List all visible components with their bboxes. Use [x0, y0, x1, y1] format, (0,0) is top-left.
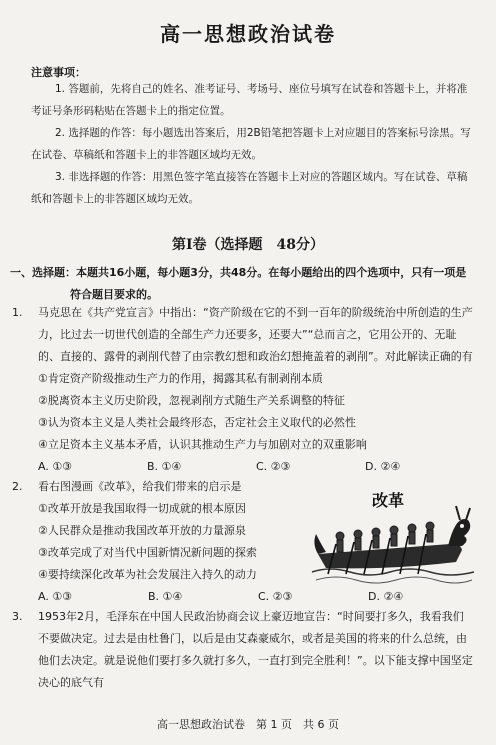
- question-option: ③改革完成了对当代中国新情况新问题的探索: [38, 546, 257, 559]
- question-stem: 看右图漫画《改革》，给我们带来的启示是: [38, 480, 242, 493]
- page-footer: 高一思想政治试卷 第 1 页 共 6 页: [157, 718, 339, 731]
- question-stem: 马克思在《共产党宣言》中指出：“资产阶级在它的不到一百年的阶级统治中所创造的生产力，比过去一切世代创造的全部生产力还要多，还要大”“总而言之，它用公开的、无耻的、直接的、露骨的剥削代替了由宗教幻想和政治幻想掩盖着的剥削”。对此解读正确的有: [38, 306, 473, 363]
- answer-choices: [38, 586, 478, 608]
- choice-c: C. ②③: [256, 460, 291, 473]
- notice-item: 1. 答题前，先将自己的姓名、准考证号、考场号、座位号填写在试卷和答题卡上，并将准考证号条形码粘贴在答题卡上的指定位置。: [31, 83, 468, 117]
- comic-caption: 改革: [372, 491, 405, 510]
- choice-d: D. ②④: [365, 460, 401, 473]
- question-option: ②脱离资本主义历史阶段，忽视剥削方式随生产关系调整的特征: [38, 394, 345, 407]
- question-number: 3.: [12, 610, 23, 623]
- reform-comic-image: [310, 484, 476, 586]
- question-option: ④要持续深化改革为社会发展注入持久的动力: [38, 568, 257, 581]
- question-option: ①肯定资产阶级推动生产力的作用，揭露其私有制剥削本质: [38, 372, 323, 385]
- answer-choices: [38, 456, 474, 478]
- part-instructions: [10, 262, 480, 306]
- page-title: 高一思想政治试卷: [160, 22, 336, 46]
- choice-b: B. ①④: [147, 460, 182, 473]
- choice-c: C. ②③: [258, 590, 293, 603]
- question-number: 1.: [12, 306, 23, 319]
- section-title: 第Ⅰ卷（选择题 48分）: [171, 237, 325, 253]
- question-1: [12, 302, 474, 478]
- notice-item: 3. 非选择题的作答：用黑色签字笔直接答在答题卡上对应的答题区域内。写在试卷、草稿纸和答题卡上的非答题区域均无效。: [31, 171, 468, 205]
- choice-a: A. ①③: [38, 590, 73, 603]
- question-2: [12, 476, 404, 608]
- question-option: ④立足资本主义基本矛盾，认识其推动生产力与加剧对立的双重影响: [38, 438, 367, 451]
- question-stem: 1953年2月，毛泽东在中国人民政治协商会议上豪迈地宣告：“时间要打多久，我看我们不要做决定。过去是由杜鲁门，以后是由艾森豪威尔，或者是美国的将来的什么总统，由他们去决定。就是说他们要打多久就打多久，一直打到完全胜利！”。以下能支撑中国坚定决心的底气有: [38, 610, 473, 689]
- part-instructions-line: 符合题目要求的。: [70, 288, 158, 301]
- question-option: ③认为资本主义是人类社会最终形态，否定社会主义取代的必然性: [38, 416, 356, 429]
- part-instructions-line: 一、选择题：本题共16小题，每小题3分，共48分。在每小题给出的四个选项中，只有一项是: [10, 266, 467, 279]
- choice-a: A. ①③: [38, 460, 73, 473]
- choice-d: D. ②④: [368, 590, 404, 603]
- question-option: ②人民群众是推动我国改革开放的力量源泉: [38, 524, 246, 537]
- question-option: ①改革开放是我国取得一切成就的根本原因: [38, 502, 246, 515]
- choice-b: B. ①④: [148, 590, 183, 603]
- notice-item: 2. 选择题的作答：每小题选出答案后，用2B铅笔把答题卡上对应题目的答案标号涂黑。写在试卷、草稿纸和答题卡上的非答题区域均无效。: [31, 127, 471, 161]
- notice-heading: 注意事项：: [31, 66, 86, 79]
- question-number: 2.: [12, 480, 23, 493]
- question-3: [12, 606, 474, 694]
